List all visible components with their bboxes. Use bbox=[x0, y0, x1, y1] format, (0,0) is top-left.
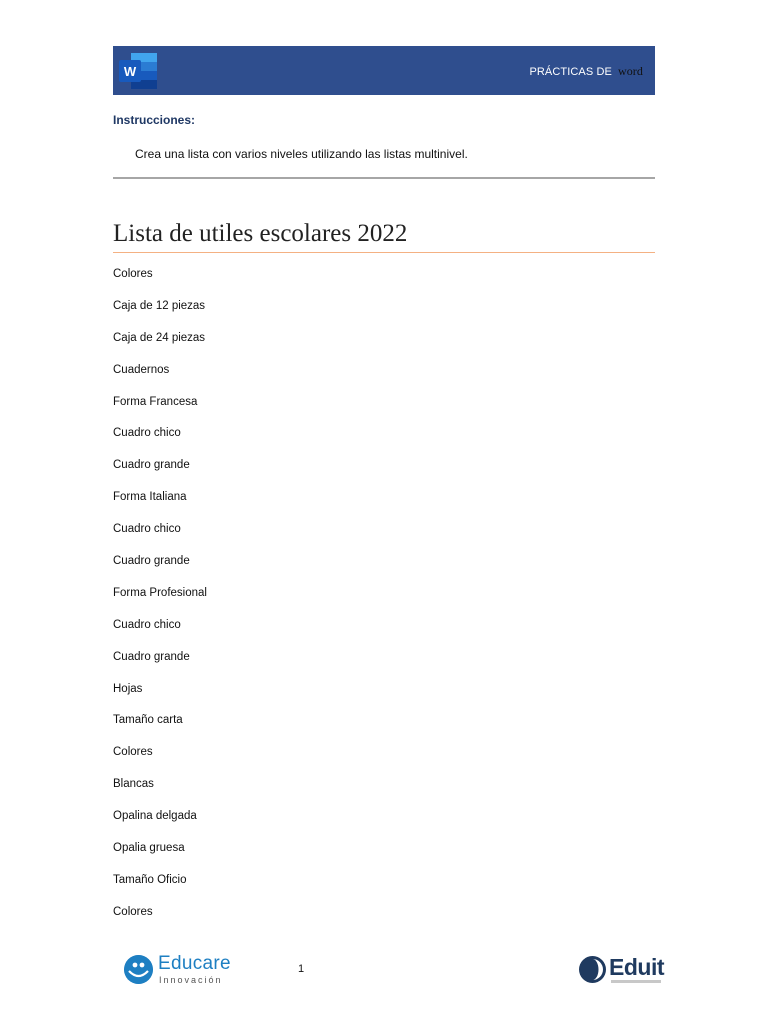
list-item: Forma Profesional bbox=[113, 586, 207, 599]
list-item: Cuadro chico bbox=[113, 427, 181, 440]
header-banner bbox=[113, 46, 655, 95]
list-item: Caja de 12 piezas bbox=[113, 299, 206, 312]
list-item: Cuadro chico bbox=[113, 618, 181, 631]
list-item: Cuadro chico bbox=[113, 523, 181, 536]
page-number: 1 bbox=[298, 963, 305, 975]
educare-logo bbox=[124, 953, 234, 987]
document-title: Lista de utiles escolares 2022 bbox=[113, 220, 408, 247]
educare-logo-name: Educare bbox=[158, 953, 231, 974]
list-item: Forma Italiana bbox=[113, 491, 187, 504]
list-item: Cuadernos bbox=[113, 363, 170, 376]
eduit-logo-icon bbox=[578, 955, 607, 984]
instructions-text: Crea una lista con varios niveles utilizando las listas multinivel. bbox=[135, 147, 468, 161]
list-item: Hojas bbox=[113, 682, 143, 695]
list-item: Blancas bbox=[113, 778, 154, 791]
section-divider bbox=[113, 177, 655, 179]
list-item: Cuadro grande bbox=[113, 459, 190, 472]
word-icon-letter: W bbox=[123, 64, 137, 79]
header-label-word: word bbox=[617, 64, 643, 78]
list-item: Forma Francesa bbox=[113, 395, 198, 408]
list-item: Colores bbox=[113, 268, 153, 280]
word-app-icon bbox=[119, 53, 157, 89]
educare-logo-subtitle: Innovación bbox=[159, 975, 223, 985]
list-item: Colores bbox=[113, 905, 153, 918]
eduit-logo-name: Eduit bbox=[609, 954, 664, 980]
list-item: Caja de 24 piezas bbox=[113, 331, 206, 344]
eduit-logo bbox=[578, 953, 668, 987]
instructions-heading: Instrucciones: bbox=[113, 113, 196, 127]
list-item: Opalia gruesa bbox=[113, 842, 185, 855]
educare-logo-icon bbox=[124, 955, 153, 984]
list-item: Cuadro grande bbox=[113, 650, 190, 663]
eduit-logo-tagline bbox=[611, 980, 661, 983]
list-item: Opalina delgada bbox=[113, 810, 197, 823]
list-item: Colores bbox=[113, 746, 153, 759]
header-label bbox=[529, 64, 643, 79]
list-item: Tamaño carta bbox=[113, 714, 183, 727]
list-item: Cuadro grande bbox=[113, 555, 190, 568]
title-underline bbox=[113, 252, 655, 253]
list-item: Tamaño Oficio bbox=[113, 873, 187, 886]
header-label-text: PRÁCTICAS DE bbox=[529, 66, 612, 78]
supplies-list bbox=[113, 266, 207, 936]
